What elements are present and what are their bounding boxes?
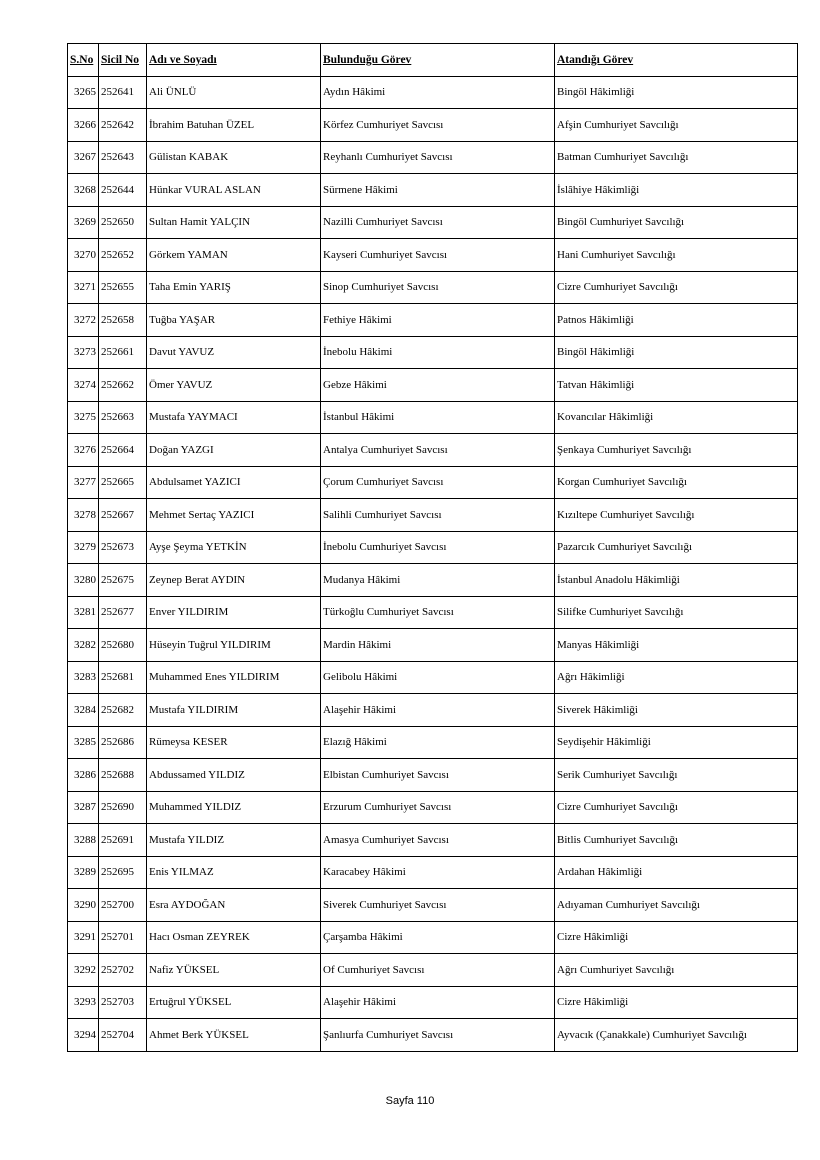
cell-assigned-post: Silifke Cumhuriyet Savcılığı [555,596,798,629]
cell-sno: 3268 [68,174,99,207]
cell-sno: 3269 [68,206,99,239]
table-row [68,1019,798,1052]
cell-assigned-post: Tatvan Hâkimliği [555,369,798,402]
cell-sicil-no: 252661 [99,336,147,369]
cell-current-post: Gebze Hâkimi [321,369,555,402]
cell-current-post: Siverek Cumhuriyet Savcısı [321,889,555,922]
cell-name: Ömer YAVUZ [147,369,321,402]
cell-current-post: Türkoğlu Cumhuriyet Savcısı [321,596,555,629]
cell-current-post: Sürmene Hâkimi [321,174,555,207]
header-current-post: Bulunduğu Görev [321,44,555,77]
cell-sicil-no: 252700 [99,889,147,922]
cell-current-post: Kayseri Cumhuriyet Savcısı [321,239,555,272]
cell-name: Ayşe Şeyma YETKİN [147,531,321,564]
table-row [68,791,798,824]
cell-assigned-post: Cizre Cumhuriyet Savcılığı [555,271,798,304]
cell-current-post: Mudanya Hâkimi [321,564,555,597]
cell-sicil-no: 252681 [99,661,147,694]
cell-name: Enver YILDIRIM [147,596,321,629]
cell-current-post: Elazığ Hâkimi [321,726,555,759]
cell-name: Abdulsamet YAZICI [147,466,321,499]
cell-assigned-post: Afşin Cumhuriyet Savcılığı [555,109,798,142]
table-row [68,564,798,597]
cell-name: Muhammed Enes YILDIRIM [147,661,321,694]
cell-assigned-post: Ayvacık (Çanakkale) Cumhuriyet Savcılığı [555,1019,798,1052]
cell-name: Esra AYDOĞAN [147,889,321,922]
cell-name: Tuğba YAŞAR [147,304,321,337]
cell-sicil-no: 252675 [99,564,147,597]
cell-sno: 3292 [68,954,99,987]
cell-sicil-no: 252690 [99,791,147,824]
table-row [68,986,798,1019]
cell-current-post: Of Cumhuriyet Savcısı [321,954,555,987]
table-row [68,694,798,727]
cell-current-post: Fethiye Hâkimi [321,304,555,337]
cell-sicil-no: 252682 [99,694,147,727]
cell-sno: 3265 [68,76,99,109]
cell-assigned-post: Adıyaman Cumhuriyet Savcılığı [555,889,798,922]
cell-current-post: Alaşehir Hâkimi [321,694,555,727]
cell-sicil-no: 252641 [99,76,147,109]
cell-current-post: Antalya Cumhuriyet Savcısı [321,434,555,467]
cell-sno: 3271 [68,271,99,304]
cell-sno: 3275 [68,401,99,434]
header-row [68,44,798,77]
cell-sicil-no: 252680 [99,629,147,662]
cell-name: Hünkar VURAL ASLAN [147,174,321,207]
cell-sno: 3266 [68,109,99,142]
cell-sno: 3278 [68,499,99,532]
table-row [68,336,798,369]
table-row [68,531,798,564]
cell-sno: 3282 [68,629,99,662]
cell-name: Taha Emin YARIŞ [147,271,321,304]
cell-name: Hüseyin Tuğrul YILDIRIM [147,629,321,662]
cell-assigned-post: Cizre Hâkimliği [555,986,798,1019]
table-row [68,401,798,434]
cell-sno: 3279 [68,531,99,564]
table-row [68,369,798,402]
cell-sno: 3293 [68,986,99,1019]
cell-name: Zeynep Berat AYDIN [147,564,321,597]
cell-assigned-post: İstanbul Anadolu Hâkimliği [555,564,798,597]
cell-current-post: Alaşehir Hâkimi [321,986,555,1019]
cell-current-post: Gelibolu Hâkimi [321,661,555,694]
cell-current-post: Elbistan Cumhuriyet Savcısı [321,759,555,792]
cell-sicil-no: 252703 [99,986,147,1019]
cell-sno: 3272 [68,304,99,337]
table-row [68,499,798,532]
cell-sno: 3277 [68,466,99,499]
cell-current-post: Nazilli Cumhuriyet Savcısı [321,206,555,239]
cell-sno: 3289 [68,856,99,889]
cell-name: Ali ÜNLÜ [147,76,321,109]
cell-sno: 3291 [68,921,99,954]
table-row [68,141,798,174]
cell-name: Mustafa YILDIRIM [147,694,321,727]
cell-sno: 3280 [68,564,99,597]
cell-sno: 3267 [68,141,99,174]
table-row [68,466,798,499]
table-row [68,954,798,987]
cell-current-post: Çorum Cumhuriyet Savcısı [321,466,555,499]
cell-assigned-post: Hani Cumhuriyet Savcılığı [555,239,798,272]
cell-sno: 3285 [68,726,99,759]
table-row [68,304,798,337]
cell-name: Doğan YAZGI [147,434,321,467]
table-row [68,174,798,207]
cell-assigned-post: Bingöl Hâkimliği [555,336,798,369]
cell-current-post: Körfez Cumhuriyet Savcısı [321,109,555,142]
cell-sno: 3281 [68,596,99,629]
cell-assigned-post: Siverek Hâkimliği [555,694,798,727]
cell-sicil-no: 252691 [99,824,147,857]
cell-current-post: Salihli Cumhuriyet Savcısı [321,499,555,532]
cell-sno: 3273 [68,336,99,369]
cell-assigned-post: Ağrı Cumhuriyet Savcılığı [555,954,798,987]
cell-assigned-post: Korgan Cumhuriyet Savcılığı [555,466,798,499]
table-row [68,921,798,954]
cell-sno: 3288 [68,824,99,857]
cell-name: Görkem YAMAN [147,239,321,272]
cell-sicil-no: 252673 [99,531,147,564]
cell-sicil-no: 252663 [99,401,147,434]
table-header [68,44,798,77]
cell-assigned-post: Bingöl Hâkimliği [555,76,798,109]
cell-name: Enis YILMAZ [147,856,321,889]
cell-sicil-no: 252644 [99,174,147,207]
cell-name: Sultan Hamit YALÇIN [147,206,321,239]
cell-assigned-post: Cizre Hâkimliği [555,921,798,954]
page-number: Sayfa 110 [385,1095,435,1107]
table-row [68,76,798,109]
cell-current-post: İnebolu Hâkimi [321,336,555,369]
table-row [68,596,798,629]
cell-assigned-post: Ağrı Hâkimliği [555,661,798,694]
cell-assigned-post: Şenkaya Cumhuriyet Savcılığı [555,434,798,467]
cell-assigned-post: Patnos Hâkimliği [555,304,798,337]
cell-name: Rümeysa KESER [147,726,321,759]
cell-assigned-post: Seydişehir Hâkimliği [555,726,798,759]
table-row [68,661,798,694]
cell-assigned-post: Manyas Hâkimliği [555,629,798,662]
cell-current-post: Çarşamba Hâkimi [321,921,555,954]
cell-name: Davut YAVUZ [147,336,321,369]
cell-sno: 3284 [68,694,99,727]
cell-current-post: Erzurum Cumhuriyet Savcısı [321,791,555,824]
cell-sno: 3287 [68,791,99,824]
table-row [68,109,798,142]
table-row [68,271,798,304]
cell-assigned-post: Bingöl Cumhuriyet Savcılığı [555,206,798,239]
table-row [68,759,798,792]
table-row [68,206,798,239]
header-sno: S.No [68,44,99,77]
cell-sno: 3294 [68,1019,99,1052]
cell-current-post: Karacabey Hâkimi [321,856,555,889]
cell-sicil-no: 252686 [99,726,147,759]
cell-sicil-no: 252667 [99,499,147,532]
cell-current-post: Şanlıurfa Cumhuriyet Savcısı [321,1019,555,1052]
cell-sicil-no: 252688 [99,759,147,792]
cell-sicil-no: 252650 [99,206,147,239]
cell-assigned-post: İslâhiye Hâkimliği [555,174,798,207]
table-row [68,239,798,272]
cell-current-post: Amasya Cumhuriyet Savcısı [321,824,555,857]
cell-name: Mehmet Sertaç YAZICI [147,499,321,532]
cell-sno: 3276 [68,434,99,467]
cell-assigned-post: Ardahan Hâkimliği [555,856,798,889]
cell-name: Mustafa YAYMACI [147,401,321,434]
cell-sno: 3286 [68,759,99,792]
table-row [68,889,798,922]
cell-sicil-no: 252662 [99,369,147,402]
cell-assigned-post: Kızıltepe Cumhuriyet Savcılığı [555,499,798,532]
cell-name: Mustafa YILDIZ [147,824,321,857]
cell-assigned-post: Batman Cumhuriyet Savcılığı [555,141,798,174]
cell-sno: 3274 [68,369,99,402]
cell-sicil-no: 252652 [99,239,147,272]
cell-sicil-no: 252658 [99,304,147,337]
cell-assigned-post: Kovancılar Hâkimliği [555,401,798,434]
cell-current-post: Aydın Hâkimi [321,76,555,109]
cell-current-post: Reyhanlı Cumhuriyet Savcısı [321,141,555,174]
cell-name: Abdussamed YILDIZ [147,759,321,792]
cell-current-post: İnebolu Cumhuriyet Savcısı [321,531,555,564]
header-sicil: Sicil No [99,44,147,77]
cell-name: Gülistan KABAK [147,141,321,174]
table-row [68,726,798,759]
table-row [68,824,798,857]
cell-name: Hacı Osman ZEYREK [147,921,321,954]
cell-assigned-post: Bitlis Cumhuriyet Savcılığı [555,824,798,857]
cell-name: İbrahim Batuhan ÜZEL [147,109,321,142]
cell-sicil-no: 252695 [99,856,147,889]
cell-current-post: Sinop Cumhuriyet Savcısı [321,271,555,304]
cell-current-post: İstanbul Hâkimi [321,401,555,434]
cell-assigned-post: Pazarcık Cumhuriyet Savcılığı [555,531,798,564]
cell-sicil-no: 252704 [99,1019,147,1052]
cell-sicil-no: 252643 [99,141,147,174]
cell-name: Ahmet Berk YÜKSEL [147,1019,321,1052]
cell-sicil-no: 252665 [99,466,147,499]
cell-sno: 3270 [68,239,99,272]
assignment-table [67,43,798,1052]
table-row [68,629,798,662]
cell-sicil-no: 252701 [99,921,147,954]
cell-current-post: Mardin Hâkimi [321,629,555,662]
table-row [68,856,798,889]
cell-name: Muhammed YILDIZ [147,791,321,824]
cell-assigned-post: Serik Cumhuriyet Savcılığı [555,759,798,792]
cell-assigned-post: Cizre Cumhuriyet Savcılığı [555,791,798,824]
header-name: Adı ve Soyadı [147,44,321,77]
table-body [68,76,798,1051]
cell-sno: 3290 [68,889,99,922]
cell-name: Nafiz YÜKSEL [147,954,321,987]
cell-name: Ertuğrul YÜKSEL [147,986,321,1019]
cell-sicil-no: 252677 [99,596,147,629]
cell-sicil-no: 252702 [99,954,147,987]
header-assigned-post: Atandığı Görev [555,44,798,77]
cell-sicil-no: 252655 [99,271,147,304]
cell-sicil-no: 252664 [99,434,147,467]
cell-sicil-no: 252642 [99,109,147,142]
table-row [68,434,798,467]
cell-sno: 3283 [68,661,99,694]
